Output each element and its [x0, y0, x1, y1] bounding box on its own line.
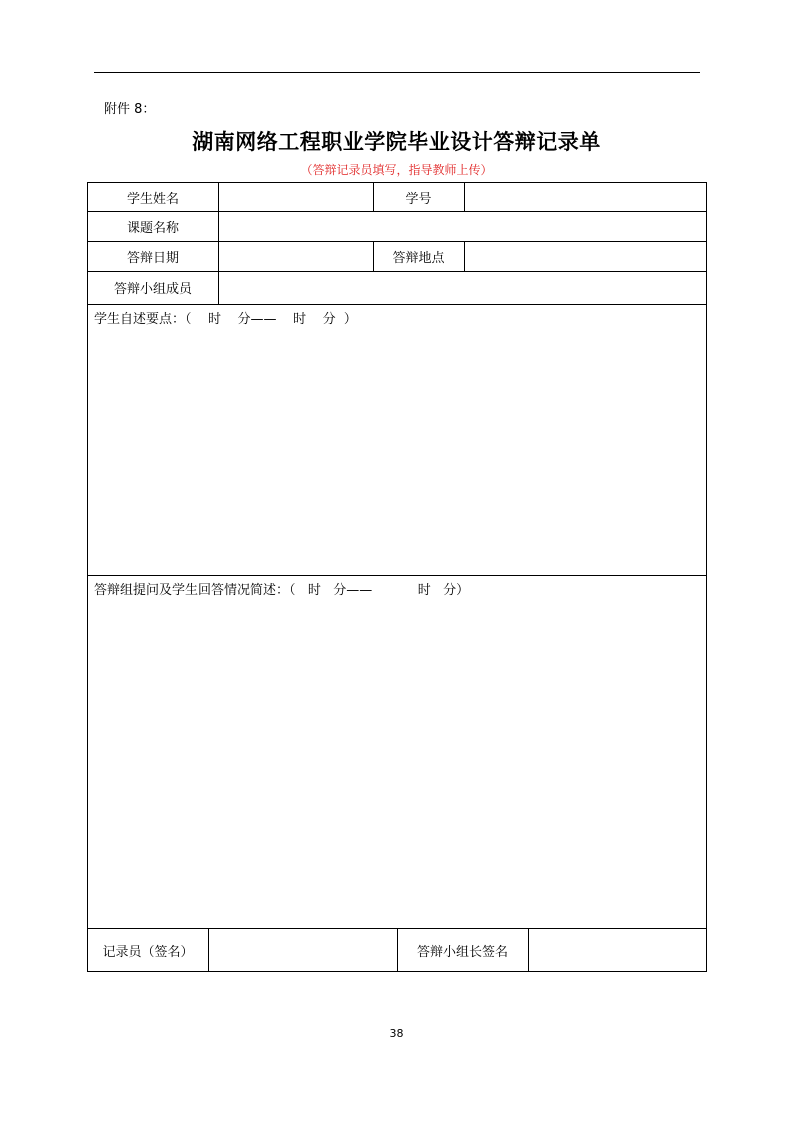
student-name-field[interactable]	[218, 183, 373, 211]
qa-summary-label: 答辩组提问及学生回答情况简述：（ 时 分—— 时 分）	[94, 583, 470, 598]
topic-label: 课题名称	[126, 220, 179, 236]
panel-members-field[interactable]	[218, 271, 706, 304]
student-id-label: 学号	[405, 191, 432, 207]
topic-field[interactable]	[218, 211, 706, 241]
defense-date-label: 答辩日期	[126, 250, 179, 266]
panel-members-label: 答辩小组成员	[113, 282, 192, 297]
row-divider	[88, 304, 706, 305]
defense-place-label: 答辩地点	[392, 250, 445, 266]
defense-place-field[interactable]	[464, 241, 706, 271]
student-name-label: 学生姓名	[126, 191, 179, 207]
self-statement-label: 学生自述要点：（ 时 分—— 时 分 ）	[94, 312, 357, 327]
row-divider	[88, 575, 706, 576]
attachment-label: 附件 8：	[104, 102, 156, 117]
defense-date-field[interactable]	[218, 241, 373, 271]
defense-record-form	[87, 182, 707, 972]
recorder-signature-label: 记录员（签名）	[102, 944, 194, 960]
page-subtitle: （答辩记录员填写，指导教师上传）	[300, 163, 493, 177]
page-number: 38	[389, 1027, 404, 1040]
recorder-signature-field[interactable]	[208, 928, 397, 972]
qa-summary-area[interactable]	[88, 598, 706, 926]
self-statement-area[interactable]	[88, 327, 706, 573]
header-rule	[94, 72, 700, 73]
leader-signature-label: 答辩小组长签名	[416, 944, 508, 960]
page-title: 湖南网络工程职业学院毕业设计答辩记录单	[192, 130, 601, 154]
leader-signature-field[interactable]	[528, 928, 706, 972]
student-id-field[interactable]	[464, 183, 706, 211]
